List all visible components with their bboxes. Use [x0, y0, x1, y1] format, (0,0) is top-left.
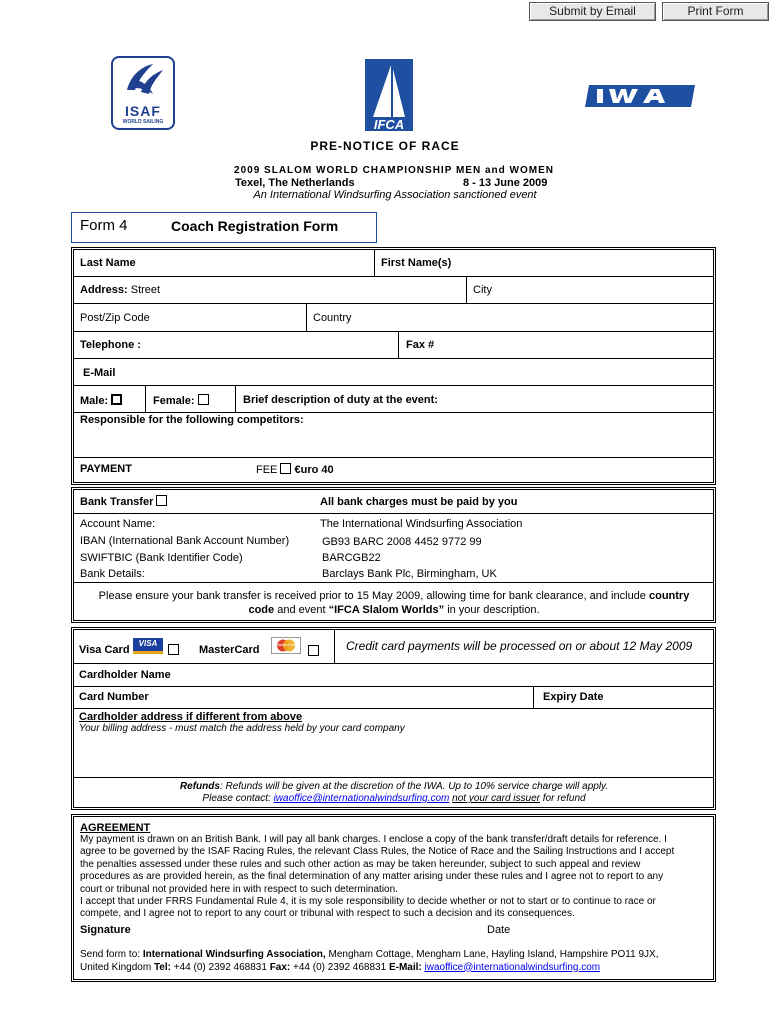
ifca-logo — [365, 59, 413, 131]
signature-field[interactable] — [140, 920, 470, 940]
form-number: Form 4 — [80, 217, 128, 234]
cardholder-name-field[interactable] — [180, 665, 710, 685]
bank-details-label: Bank Details: — [80, 568, 145, 580]
postcode-field[interactable] — [160, 305, 300, 329]
send-form-street: Mengham Cottage, Mengham Lane, Hayling Island, Hampshire PO11 9JX, — [328, 949, 659, 960]
refunds-label: Refunds — [179, 781, 220, 792]
agreement-line: agree to be governed by the ISAF Racing Rules, the relevant Class Rules, the Notice of Race and the Sailing Instructions and I accept — [80, 846, 675, 858]
visa-logo-text: VISA — [138, 639, 158, 648]
female-checkbox[interactable] — [198, 394, 209, 405]
bank-note-end: in your description. — [447, 604, 540, 616]
expiry-date-label: Expiry Date — [543, 691, 604, 703]
refunds-text: : Refunds will be given at the discretion of the IWA. Up to 10% service charge will apply. — [219, 781, 609, 792]
fee-checkbox[interactable] — [280, 463, 291, 474]
cardholder-address-note: Your billing address - must match the address held by your card company — [79, 723, 405, 734]
telephone-label: Telephone : — [80, 339, 141, 351]
mastercard-label: MasterCard — [199, 644, 260, 656]
fee-value: €uro 40 — [294, 464, 334, 476]
agreement-line: I accept that under FRRS Fundamental Rule 4, it is my sole responsibility to decide whether or not to start or to continue to race or — [80, 896, 656, 908]
print-form-button[interactable]: Print Form — [662, 2, 769, 21]
send-form-org: International Windsurfing Association, — [142, 949, 326, 960]
expiry-date-field[interactable] — [615, 688, 710, 707]
submit-by-email-button[interactable]: Submit by Email — [529, 2, 656, 21]
postcode-label: Post/Zip Code — [80, 312, 150, 324]
duty-label: Brief description of duty at the event: — [243, 394, 438, 406]
iban-value: GB93 BARC 2008 4452 9772 99 — [322, 536, 482, 548]
fax-number-value: +44 (0) 2392 468831 — [293, 961, 387, 973]
event-name: 2009 SLALOM WORLD CHAMPIONSHIP MEN and WOMEN — [234, 165, 554, 176]
fax-number-label: Fax: — [269, 961, 291, 973]
fee-text: FEE — [256, 464, 278, 476]
country-label: Country — [313, 312, 352, 324]
street-label: Street — [130, 284, 161, 296]
email-label: E-Mail — [83, 367, 116, 379]
isaf-logo — [111, 56, 175, 130]
cardholder-name-label: Cardholder Name — [79, 669, 171, 681]
email-address-label: E-Mail: — [388, 961, 422, 973]
telephone-field[interactable] — [150, 333, 390, 357]
event-venue: Texel, The Netherlands — [235, 177, 355, 189]
contact-issuer: not your card issuer — [452, 793, 540, 804]
agreement-line: procedures as are provided herein, as the final determination of any matter arising under these rules and I agree not to report to any — [80, 871, 664, 883]
email-field[interactable] — [125, 360, 710, 384]
cardholder-address-title: Cardholder address if different from above — [79, 711, 303, 723]
send-form-label: Send form to: — [80, 949, 141, 960]
male-label — [80, 394, 122, 407]
mastercard-logo-text: MasterCard — [275, 642, 297, 647]
card-number-label: Card Number — [79, 691, 149, 703]
street-field[interactable] — [170, 278, 460, 302]
first-names-label: First Name(s) — [381, 257, 452, 269]
bank-details-value: Barclays Bank Plc, Birmingham, UK — [322, 568, 497, 580]
city-field[interactable] — [500, 278, 710, 302]
agreement-line: court or tribunal not provided here in with respect to such determination. — [80, 883, 398, 895]
agreement-title: AGREEMENT — [80, 822, 151, 834]
country-field[interactable] — [360, 305, 710, 329]
last-name-field[interactable] — [150, 251, 370, 275]
female-label — [153, 394, 209, 407]
card-number-field[interactable] — [160, 688, 530, 707]
account-name-value: The International Windsurfing Association — [320, 518, 523, 530]
tel-value: +44 (0) 2392 468831 — [173, 961, 267, 973]
page-title: PRE-NOTICE OF RACE — [310, 139, 460, 153]
mastercard-checkbox[interactable] — [308, 645, 319, 656]
responsible-field[interactable] — [78, 428, 710, 455]
visa-logo — [133, 638, 163, 654]
bank-note-text: Please ensure your bank transfer is received prior to 15 May 2009, allowing time for bank clearance, and include — [98, 590, 646, 602]
send-form-country: United Kingdom — [80, 961, 152, 973]
send-form-address — [80, 949, 710, 974]
visa-checkbox[interactable] — [168, 644, 179, 655]
tel-label: Tel: — [153, 961, 171, 973]
cardholder-address-field[interactable] — [78, 736, 710, 775]
card-processing-note: Credit card payments will be processed on or about 12 May 2009 — [346, 639, 693, 653]
agreement-line: compete, and I agree not to report to any court or tribunal with respect to such a decision and its consequences. — [80, 908, 575, 920]
iwa-logo — [585, 83, 698, 109]
event-dates: 8 - 13 June 2009 — [463, 177, 548, 189]
bank-note-code: code — [248, 604, 275, 616]
fee-label — [256, 463, 334, 476]
first-names-field[interactable] — [460, 251, 710, 275]
city-label: City — [473, 284, 492, 296]
bank-note-event: “IFCA Slalom Worlds” — [328, 604, 445, 616]
event-sanction: An International Windsurfing Association sanctioned event — [253, 189, 537, 201]
contact-label: Please contact: — [202, 793, 271, 804]
date-label: Date — [487, 924, 511, 936]
agreement-line: the penalties assessed under these rules and such other action as may be taken hereunder, subject to such appeal and review — [80, 858, 641, 870]
bank-transfer-checkbox[interactable] — [156, 495, 167, 506]
email-address-link[interactable]: iwaoffice@internationalwindsurfing.com — [424, 961, 601, 973]
fax-label: Fax # — [406, 339, 435, 351]
bank-transfer-text: Bank Transfer — [80, 496, 154, 508]
contact-end: for refund — [542, 793, 586, 804]
address-label: Address: — [80, 284, 128, 296]
swift-value: BARCGB22 — [322, 552, 381, 564]
bank-transfer-label — [80, 495, 167, 508]
bank-note-country: country — [648, 590, 690, 602]
bank-note — [76, 589, 712, 617]
contact-email-link[interactable]: iwaoffice@internationalwindsurfing.com — [273, 793, 450, 804]
isaf-logo-subtext: WORLD SAILING — [122, 119, 164, 125]
responsible-label: Responsible for the following competitors: — [80, 414, 304, 426]
ifca-logo-text: IFCA — [373, 117, 405, 131]
date-field[interactable] — [520, 920, 710, 940]
agreement-line: My payment is drawn on an British Bank. I will pay all bank charges. I enclose a copy of the bank transfer/draft details for reference. I — [80, 834, 667, 845]
signature-label: Signature — [80, 924, 131, 936]
swift-label: SWIFTBIC (Bank Identifier Code) — [80, 552, 243, 564]
account-name-label: Account Name: — [80, 518, 156, 530]
agreement-text — [80, 834, 710, 921]
refunds-note — [74, 781, 714, 805]
isaf-logo-text: ISAF — [125, 103, 161, 119]
bank-charges-note: All bank charges must be paid by you — [320, 496, 518, 508]
male-checkbox[interactable] — [111, 394, 122, 405]
visa-label: Visa Card — [79, 644, 130, 656]
fax-field[interactable] — [440, 333, 710, 357]
male-text: Male: — [80, 395, 109, 407]
address-street-label — [80, 284, 160, 296]
iban-label: IBAN (International Bank Account Number) — [80, 535, 290, 547]
payment-label: PAYMENT — [80, 463, 132, 475]
form-name: Coach Registration Form — [171, 218, 339, 234]
bank-note-event-text: and event — [277, 604, 326, 616]
last-name-label: Last Name — [80, 257, 136, 269]
female-text: Female: — [153, 395, 195, 407]
mastercard-logo — [271, 637, 301, 654]
